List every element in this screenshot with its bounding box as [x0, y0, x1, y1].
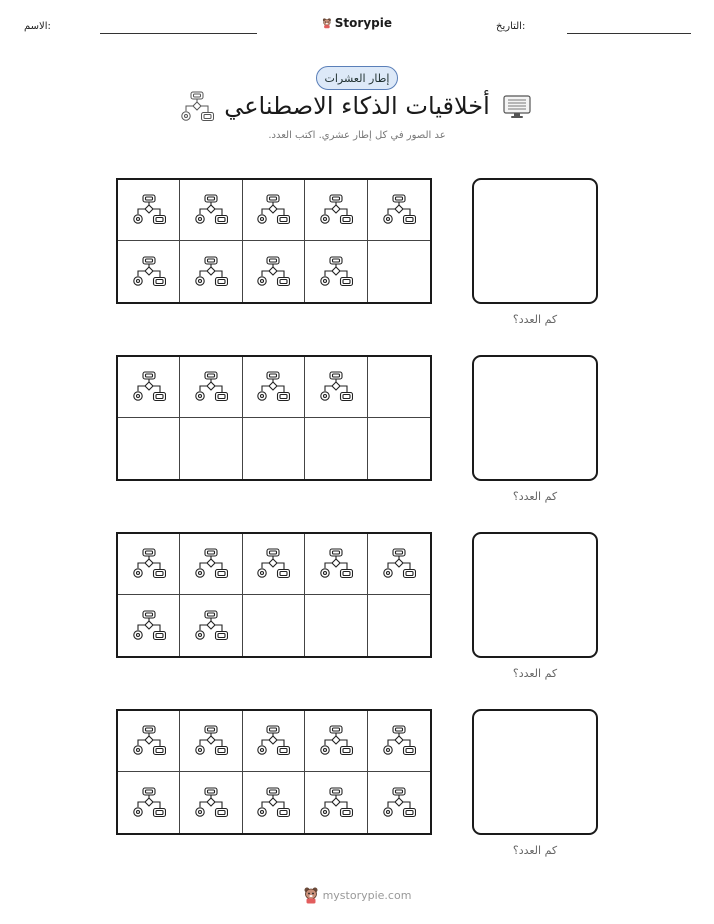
computer-monitor-icon: [502, 94, 532, 120]
flowchart-icon: [256, 725, 290, 757]
ten-frame-cell: [305, 595, 367, 656]
ten-frame-cell: [305, 418, 367, 479]
ten-frame-cell: [243, 595, 305, 656]
flowchart-icon: [382, 548, 416, 580]
ten-frame-cell: [368, 180, 430, 241]
how-many-label: كم العدد؟: [512, 313, 558, 326]
ten-frame-cell: [368, 772, 430, 833]
ten-frame-cell: [305, 241, 367, 302]
flowchart-icon: [256, 371, 290, 403]
ten-frame-cell: [118, 241, 180, 302]
flowchart-icon: [132, 725, 166, 757]
flowchart-icon: [132, 787, 166, 819]
ten-frame-cell: [180, 534, 242, 595]
flowchart-icon: [194, 194, 228, 226]
ten-frame-cell: [243, 418, 305, 479]
flowchart-icon: [132, 548, 166, 580]
storypie-mascot-icon: [303, 886, 319, 904]
ten-frame: [116, 355, 432, 481]
ten-frame-cell: [305, 534, 367, 595]
flowchart-icon: [256, 548, 290, 580]
ten-frame-cell: [118, 772, 180, 833]
ten-frame-cell: [368, 711, 430, 772]
ten-frame-cell: [368, 357, 430, 418]
page-title: أخلاقيات الذكاء الاصطناعي: [224, 92, 490, 120]
ten-frame-cell: [368, 241, 430, 302]
flowchart-icon: [319, 256, 353, 288]
flowchart-icon: [132, 371, 166, 403]
storypie-mascot-icon: [322, 14, 332, 32]
ten-frame-cell: [118, 418, 180, 479]
flowchart-icon: [256, 787, 290, 819]
date-label: التاريخ:: [496, 21, 526, 32]
flowchart-icon: [319, 194, 353, 226]
ten-frame-cell: [180, 418, 242, 479]
ten-frame-cell: [305, 772, 367, 833]
answer-box[interactable]: [472, 709, 598, 835]
flowchart-icon: [132, 194, 166, 226]
ten-frame-cell: [118, 711, 180, 772]
flowchart-icon: [194, 371, 228, 403]
ten-frame-cell: [305, 711, 367, 772]
flowchart-icon: [194, 725, 228, 757]
ten-frame-cell: [180, 357, 242, 418]
how-many-label: كم العدد؟: [512, 844, 558, 857]
ten-frame-cell: [118, 180, 180, 241]
answer-box[interactable]: [472, 178, 598, 304]
ten-frame-cell: [118, 534, 180, 595]
flowchart-icon: [319, 787, 353, 819]
date-line[interactable]: [567, 33, 691, 34]
flowchart-icon: [382, 725, 416, 757]
ten-frame-cell: [305, 357, 367, 418]
ten-frame-cell: [368, 418, 430, 479]
ten-frame-cell: [180, 180, 242, 241]
flowchart-icon: [256, 194, 290, 226]
flowchart-icon: [382, 194, 416, 226]
ten-frame-cell: [243, 241, 305, 302]
worksheet-badge: إطار العشرات: [316, 66, 398, 90]
flowchart-icon: [194, 548, 228, 580]
answer-box[interactable]: [472, 532, 598, 658]
how-many-label: كم العدد؟: [512, 490, 558, 503]
ten-frame-cell: [305, 180, 367, 241]
answer-box[interactable]: [472, 355, 598, 481]
ten-frame-cell: [180, 772, 242, 833]
ten-frame-cell: [368, 595, 430, 656]
ten-frame-cell: [368, 534, 430, 595]
flowchart-icon: [194, 610, 228, 642]
brand-name: Storypie: [334, 16, 392, 30]
ten-frame-cell: [118, 357, 180, 418]
name-label: الاسم:: [24, 21, 51, 32]
footer-url[interactable]: mystorypie.com: [322, 888, 412, 902]
ten-frame: [116, 709, 432, 835]
ten-frame: [116, 532, 432, 658]
instructions: عد الصور في كل إطار عشري. اكتب العدد.: [268, 130, 446, 141]
flowchart-icon: [319, 725, 353, 757]
flowchart-icon: [382, 787, 416, 819]
flowchart-icon: [194, 787, 228, 819]
brand-logo: [322, 12, 392, 34]
ten-frame-cell: [243, 357, 305, 418]
ten-frame-cell: [243, 534, 305, 595]
ten-frame-cell: [180, 711, 242, 772]
footer: [300, 884, 414, 906]
flowchart-icon: [319, 548, 353, 580]
ten-frame-cell: [180, 595, 242, 656]
name-line[interactable]: [100, 33, 257, 34]
ten-frame-cell: [243, 711, 305, 772]
how-many-label: كم العدد؟: [512, 667, 558, 680]
ten-frame-cell: [118, 595, 180, 656]
flowchart-icon: [194, 256, 228, 288]
flowchart-icon: [132, 256, 166, 288]
flowchart-icon: [256, 256, 290, 288]
ten-frame: [116, 178, 432, 304]
flowchart-icon: [319, 371, 353, 403]
ten-frame-cell: [243, 772, 305, 833]
ten-frame-cell: [243, 180, 305, 241]
flowchart-icon: [132, 610, 166, 642]
ten-frame-cell: [180, 241, 242, 302]
